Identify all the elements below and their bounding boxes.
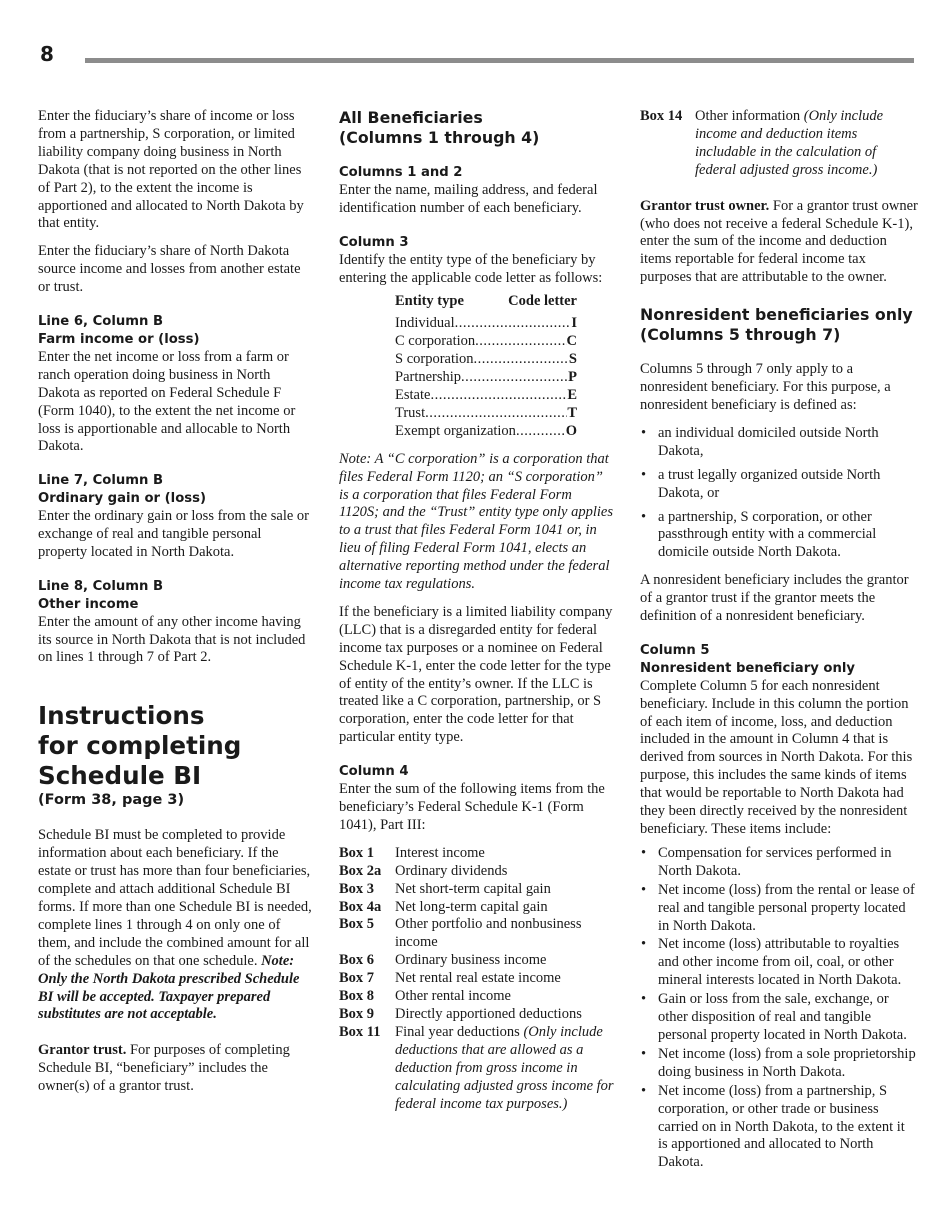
box-label: Box 4a <box>339 898 382 915</box>
header-rule <box>85 58 914 63</box>
leader-dots <box>425 405 567 423</box>
paragraph-grantor-trust-owner: Grantor trust owner. For a grantor trust owner (who does not receive a federal Schedule K-1), enter the sum of the income and deduction items reportable for federal income tax purposes that are attributable to the owner. <box>640 197 918 286</box>
heading-line-7: Line 7, Column B Ordinary gain or (loss) <box>38 473 206 507</box>
entity-code: O <box>565 422 577 439</box>
entity-type-table <box>395 293 577 440</box>
leader-dots <box>455 315 572 333</box>
heading-column-3: Column 3 <box>339 234 409 250</box>
section-subtitle: (Form 38, page 3) <box>38 792 185 809</box>
entity-code: P <box>568 369 577 386</box>
box-row <box>339 988 615 1006</box>
k1-box-list <box>339 845 615 1024</box>
paragraph-line-7: Enter the ordinary gain or loss from the sale or exchange of real and tangible personal property located in North Dakota. <box>38 508 309 560</box>
list-item: • an individual domiciled outside North Dakota, <box>640 425 918 461</box>
schedule-bi-note: Note: Only the North Dakota prescribed Schedule BI will be accepted. Taxpayer prepared substitutes are not acceptable. <box>38 952 300 1023</box>
paragraph-schedule-bi: Schedule BI must be completed to provide information about each beneficiary. If the estate or trust has more than four beneficiaries, complete and attach additional Schedule BI forms. If more than one Schedule BI is needed, complete lines 1 through 4 on only one of them, and include the combined amount for all of the schedules on that one schedule. Note: Only the North Dakota prescribed Schedule BI will be accepted. Taxpayer prepared substitutes are not acceptable. <box>38 827 312 1023</box>
box-row <box>339 881 615 899</box>
list-item: • Net income (loss) attributable to royalties and other income from oil, coal, or other mineral interests located in North Dakota. <box>640 936 918 990</box>
box-label: Box 9 <box>339 1005 375 1022</box>
heading-columns-1-2: Columns 1 and 2 <box>339 165 463 180</box>
page-number: 8 <box>40 42 54 66</box>
entity-table-header: Entity type Code letter <box>395 293 577 310</box>
heading-column-5: Column 5 Nonresident beneficiary only <box>640 642 855 676</box>
entity-type: Trust <box>395 404 426 421</box>
list-item: • a partnership, S corporation, or other passthrough entity with a commercial domicile outside North Dakota. <box>640 509 918 563</box>
box-row <box>339 899 615 917</box>
box-row <box>339 952 615 970</box>
box-description: Directly apportioned deductions <box>395 1005 582 1022</box>
box-description: Other portfolio and nonbusiness income <box>395 916 582 951</box>
paragraph-column-5: Complete Column 5 for each nonresident beneficiary. Include in this column the portion of each item of income, loss, and deduction included in the amount in Column 4 that is derived from sources in North Dakota. For this purpose, this includes the same kinds of items that would be reportable to North Dakota had they been directly received by the nonresident beneficiary. These items include: <box>640 677 913 837</box>
list-item: • Gain or loss from the sale, exchange, or other disposition of real and tangible personal property located in North Dakota. <box>640 991 918 1045</box>
paragraph-line-8: Enter the amount of any other income having its source in North Dakota that is not included on lines 1 through 7 of Part 2. <box>38 613 306 666</box>
paragraph-grantor-trust: Grantor trust. For purposes of completing Schedule BI, “beneficiary” includes the owner(s) of a grantor trust. <box>38 1042 290 1095</box>
leader-dots <box>474 351 569 369</box>
leader-dots <box>516 423 566 441</box>
box-description: Net rental real estate income <box>395 970 561 987</box>
entity-type: Partnership <box>395 369 462 386</box>
entity-code: T <box>567 404 577 421</box>
paragraph-partnership-income: Enter the fiduciary’s share of income or loss from a partnership, S corporation, or limited liability company doing business in North Dakota (that is not reported on the other lines of Part 2), to the extent the income is apportioned and allocated to North Dakota by that entity. <box>38 108 304 232</box>
box-row <box>339 845 615 863</box>
entity-row <box>395 405 577 423</box>
leader-dots <box>461 369 568 387</box>
paragraph-columns-1-2: Enter the name, mailing address, and federal identification number of each beneficiary. <box>339 181 598 216</box>
box-description: Net long-term capital gain <box>395 898 548 915</box>
list-item: • Compensation for services performed in North Dakota. <box>640 845 918 881</box>
column-3 <box>640 108 918 1182</box>
box-row <box>339 863 615 881</box>
list-item: • Net income (loss) from a partnership, S corporation, or other trade or business carried on in North Dakota, to the extent it is apportioned and allocated to North Dakota. <box>640 1083 918 1173</box>
heading-all-beneficiaries: All Beneficiaries (Columns 1 through 4) <box>339 108 540 147</box>
box-label: Box 1 <box>339 844 375 861</box>
column-1 <box>38 108 314 1106</box>
heading-line-6: Line 6, Column B Farm income or (loss) <box>38 314 200 347</box>
paragraph-estate-income: Enter the fiduciary’s share of North Dakota source income and losses from another estate or trust. <box>38 243 301 296</box>
heading-column-4: Column 4 <box>339 764 409 780</box>
heading-nonresident: Nonresident beneficiaries only (Columns 5 through 7) <box>640 305 913 345</box>
paragraph-nonresident: Columns 5 through 7 only apply to a nonresident beneficiary. For this purpose, a nonresident beneficiary is defined as: <box>640 361 891 413</box>
entity-type: Exempt organization <box>395 422 516 439</box>
entity-code: C <box>566 333 577 350</box>
box-label: Box 6 <box>339 952 375 969</box>
entity-row <box>395 387 577 405</box>
box-row <box>339 1006 615 1024</box>
box-label: Box 2a <box>339 862 382 879</box>
entity-code: I <box>571 315 577 332</box>
column-5-items-list <box>640 845 918 1172</box>
box-description: Ordinary business income <box>395 952 547 969</box>
entity-row <box>395 351 577 369</box>
entity-row <box>395 315 577 333</box>
box-description: Interest income <box>395 844 485 861</box>
entity-type: Individual <box>395 315 455 332</box>
box-label: Box 3 <box>339 880 375 897</box>
entity-row <box>395 369 577 387</box>
leader-dots <box>475 333 566 351</box>
box-14-row: Box 14 Other information (Only include income and deduction items includable in the calculation of federal adjusted gross income.) <box>640 108 884 178</box>
entity-row <box>395 423 577 441</box>
box-description: Net short-term capital gain <box>395 880 551 897</box>
box-label: Box 7 <box>339 970 375 987</box>
paragraph-column-3: Identify the entity type of the beneficiary by entering the applicable code letter as follows: <box>339 251 603 286</box>
note-corporation-types: Note: A “C corporation” is a corporation that files Federal Form 1120; an “S corporation” is a corporation that files Federal Form 1120S; and the “Trust” entity type only applies to a trust that files Federal Form 1041 or, in lieu of filing Federal Form 1041, elects an alternative reporting method under the federal income tax regulations. <box>339 450 614 593</box>
box-row <box>339 970 615 988</box>
entity-code: S <box>568 351 577 368</box>
box-label: Box 8 <box>339 988 375 1005</box>
entity-code: E <box>567 386 577 403</box>
nonresident-definition-list <box>640 425 918 562</box>
paragraph-nonresident-grantor: A nonresident beneficiary includes the grantor of a grantor trust if the grantor meets the definition of a nonresident beneficiary. <box>640 572 909 625</box>
box-description: Ordinary dividends <box>395 862 508 879</box>
heading-line-8: Line 8, Column B Other income <box>38 578 164 612</box>
box-description: Other rental income <box>395 988 511 1005</box>
paragraph-line-6: Enter the net income or loss from a farm or ranch operation doing business in North Dakota as reported on Federal Schedule F (Form 1040), to the extent the net income or loss is apportionable and allocable to North Dakota. <box>38 348 296 455</box>
column-2 <box>339 108 615 1113</box>
entity-type: C corporation <box>395 333 476 350</box>
paragraph-llc: If the beneficiary is a limited liability company (LLC) that is a disregarded entity for federal income tax purposes or a nominee on Federal Schedule K-1, enter the code letter for the type of entity of the entity’s owner. If the LLC is treated like a C corporation, partnership, or S corporation, enter the code letter for that particular entity type. <box>339 603 613 746</box>
box-row: Box 11 Final year deductions (Only include deductions that are allowed as a deduction from gross income in calculating adjusted gross income for federal income tax purposes.) <box>339 1023 614 1112</box>
box-label: Box 5 <box>339 916 375 933</box>
entity-type: S corporation <box>395 351 474 368</box>
entity-row <box>395 333 577 351</box>
leader-dots <box>430 387 567 405</box>
box-row <box>339 916 615 952</box>
list-item: • a trust legally organized outside North Dakota, or <box>640 467 918 503</box>
list-item: • Net income (loss) from the rental or lease of real and tangible personal property located in North Dakota. <box>640 882 918 936</box>
section-title: Instructions for completing Schedule BI <box>38 701 242 791</box>
list-item: • Net income (loss) from a sole proprietorship doing business in North Dakota. <box>640 1046 918 1082</box>
entity-type: Estate <box>395 386 431 403</box>
paragraph-column-4: Enter the sum of the following items from the beneficiary’s Federal Schedule K-1 (Form 1041), Part III: <box>339 781 605 833</box>
